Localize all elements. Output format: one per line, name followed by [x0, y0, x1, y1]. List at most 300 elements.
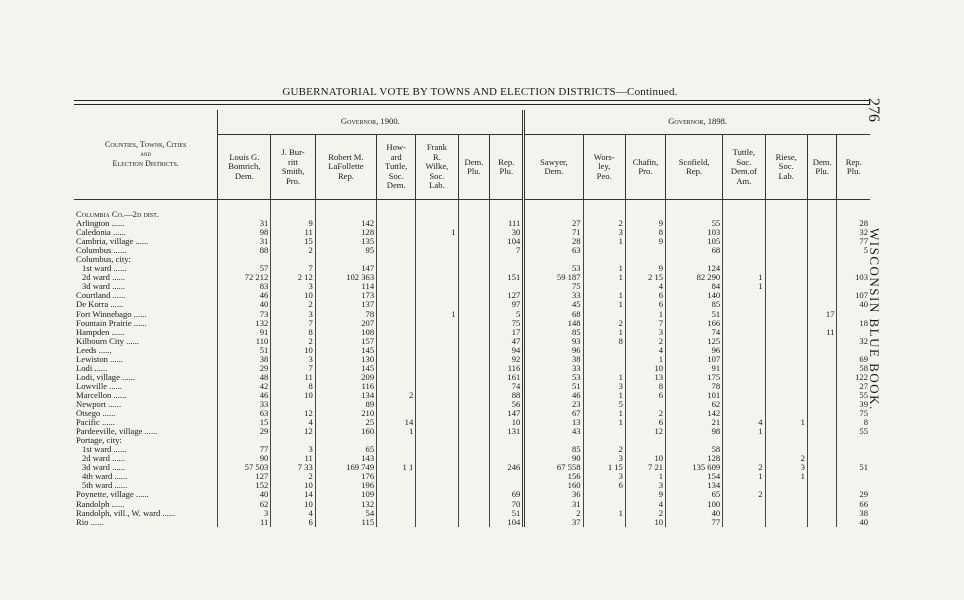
vote-cell: 114 — [315, 282, 376, 291]
vote-cell — [377, 328, 416, 337]
vote-cell: 2 — [625, 509, 665, 518]
vote-cell — [837, 328, 870, 337]
vote-cell: 1 — [583, 264, 625, 273]
candidate-header: How- ard Tuttle, Soc. Dem. — [377, 135, 416, 200]
district-name: Marcellon ...... — [74, 391, 218, 400]
vote-cell — [723, 291, 765, 300]
vote-cell — [807, 463, 837, 472]
vote-cell: 7 — [625, 319, 665, 328]
vote-cell: 10 — [271, 500, 315, 509]
vote-cell: 39 — [837, 400, 870, 409]
spacer-row — [74, 200, 870, 211]
table-row — [74, 337, 870, 346]
vote-cell: 160 — [315, 427, 376, 436]
vote-cell — [490, 210, 524, 219]
vote-cell — [416, 219, 458, 228]
vote-cell — [723, 319, 765, 328]
table-row — [74, 445, 870, 454]
vote-cell — [377, 319, 416, 328]
vote-cell — [458, 228, 490, 237]
vote-cell — [377, 382, 416, 391]
vote-cell: 65 — [315, 445, 376, 454]
vote-cell: 147 — [490, 409, 524, 418]
vote-cell — [458, 490, 490, 499]
vote-cell: 54 — [315, 509, 376, 518]
vote-cell — [416, 346, 458, 355]
vote-cell — [458, 454, 490, 463]
vote-cell — [723, 500, 765, 509]
vote-cell — [765, 400, 807, 409]
vote-cell: 1 — [723, 282, 765, 291]
vote-cell — [723, 518, 765, 527]
table-row — [74, 246, 870, 255]
vote-cell: 1 15 — [583, 463, 625, 472]
vote-cell: 4 — [271, 418, 315, 427]
vote-cell — [458, 472, 490, 481]
vote-cell — [583, 427, 625, 436]
vote-cell: 111 — [490, 219, 524, 228]
vote-cell: 10 — [271, 346, 315, 355]
vote-cell — [666, 210, 723, 219]
vote-cell: 77 — [218, 445, 271, 454]
vote-cell: 6 — [583, 481, 625, 490]
vote-cell: 134 — [666, 481, 723, 490]
vote-cell: 77 — [837, 237, 870, 246]
candidate-header: Dem. Plu. — [807, 135, 837, 200]
vote-cell: 33 — [218, 400, 271, 409]
table-row — [74, 355, 870, 364]
vote-cell — [315, 210, 376, 219]
vote-cell — [723, 328, 765, 337]
vote-cell — [458, 481, 490, 490]
top-double-rule — [74, 100, 870, 105]
vote-cell — [807, 346, 837, 355]
vote-cell: 130 — [315, 355, 376, 364]
vote-cell: 66 — [837, 500, 870, 509]
vote-cell — [837, 346, 870, 355]
vote-cell — [625, 436, 665, 445]
vote-cell: 1 — [583, 328, 625, 337]
vote-cell — [458, 264, 490, 273]
vote-cell — [377, 337, 416, 346]
vote-cell: 92 — [490, 355, 524, 364]
vote-cell — [765, 391, 807, 400]
vote-cell: 11 — [271, 373, 315, 382]
table-row — [74, 463, 870, 472]
vote-cell: 91 — [666, 364, 723, 373]
vote-cell: 53 — [524, 373, 583, 382]
vote-cell: 32 — [837, 337, 870, 346]
vote-cell — [458, 237, 490, 246]
vote-cell — [416, 472, 458, 481]
vote-cell: 77 — [666, 518, 723, 527]
vote-cell — [377, 373, 416, 382]
vote-cell: 151 — [490, 273, 524, 282]
vote-cell: 29 — [218, 364, 271, 373]
vote-cell — [416, 382, 458, 391]
vote-cell: 62 — [218, 500, 271, 509]
vote-cell — [458, 400, 490, 409]
candidate-header: Tuttle, Soc. Dem.of Am. — [723, 135, 765, 200]
table-row — [74, 319, 870, 328]
vote-cell: 2 — [765, 454, 807, 463]
vote-cell: 96 — [524, 346, 583, 355]
vote-cell — [807, 246, 837, 255]
vote-cell — [837, 454, 870, 463]
vote-cell — [765, 500, 807, 509]
vote-cell: 105 — [666, 237, 723, 246]
vote-cell — [490, 481, 524, 490]
vote-cell: 6 — [271, 518, 315, 527]
vote-cell: 3 — [583, 382, 625, 391]
district-name: Pacific ...... — [74, 418, 218, 427]
vote-cell — [765, 210, 807, 219]
vote-cell — [458, 328, 490, 337]
candidate-header: Louis G. Bomrich, Dem. — [218, 135, 271, 200]
vote-cell — [377, 355, 416, 364]
vote-cell — [583, 246, 625, 255]
vote-cell: 1 — [625, 310, 665, 319]
vote-cell: 38 — [524, 355, 583, 364]
vote-cell — [377, 273, 416, 282]
vote-cell: 31 — [218, 237, 271, 246]
vote-cell: 51 — [666, 310, 723, 319]
table-row — [74, 427, 870, 436]
table-row — [74, 237, 870, 246]
vote-cell — [807, 210, 837, 219]
vote-cell: 90 — [218, 454, 271, 463]
vote-cell: 33 — [524, 364, 583, 373]
vote-cell: 78 — [315, 310, 376, 319]
vote-cell: 102 363 — [315, 273, 376, 282]
vote-cell — [765, 373, 807, 382]
vote-cell: 209 — [315, 373, 376, 382]
vote-cell: 122 — [837, 373, 870, 382]
vote-cell: 124 — [666, 264, 723, 273]
district-name: Otsego ...... — [74, 409, 218, 418]
vote-cell: 3 — [271, 310, 315, 319]
vote-cell: 31 — [218, 219, 271, 228]
vote-cell: 1 — [583, 300, 625, 309]
vote-cell — [583, 210, 625, 219]
district-name: Lodi ...... — [74, 364, 218, 373]
vote-cell — [377, 264, 416, 273]
vote-cell — [765, 282, 807, 291]
vote-cell — [723, 310, 765, 319]
vote-cell: 157 — [315, 337, 376, 346]
page-number: 276 — [865, 98, 882, 122]
vote-cell: 28 — [524, 237, 583, 246]
vote-cell: 3 — [583, 228, 625, 237]
vote-cell — [458, 463, 490, 472]
vote-cell — [458, 382, 490, 391]
vote-cell: 4 — [625, 500, 665, 509]
vote-cell — [807, 337, 837, 346]
vote-cell: 2 — [723, 490, 765, 499]
vote-cell: 10 — [490, 418, 524, 427]
vote-cell: 63 — [524, 246, 583, 255]
vote-cell: 7 — [271, 264, 315, 273]
vote-cell — [315, 436, 376, 445]
vote-cell — [524, 210, 583, 219]
vote-cell: 1 — [416, 228, 458, 237]
vote-cell — [377, 500, 416, 509]
vote-cell — [377, 509, 416, 518]
district-name: Columbus ...... — [74, 246, 218, 255]
vote-cell: 103 — [666, 228, 723, 237]
vote-cell: 43 — [524, 427, 583, 436]
vote-cell — [416, 409, 458, 418]
vote-cell: 12 — [271, 427, 315, 436]
vote-cell — [765, 355, 807, 364]
vote-cell — [583, 282, 625, 291]
table-row — [74, 300, 870, 309]
vote-cell — [377, 282, 416, 291]
vote-cell: 147 — [315, 264, 376, 273]
vote-cell — [458, 355, 490, 364]
vote-cell: 143 — [315, 454, 376, 463]
vote-cell — [837, 264, 870, 273]
table-row — [74, 210, 870, 219]
vote-cell — [765, 436, 807, 445]
vote-cell — [416, 237, 458, 246]
vote-cell: 85 — [524, 445, 583, 454]
vote-cell: 37 — [524, 518, 583, 527]
vote-cell: 148 — [524, 319, 583, 328]
vote-cell — [416, 427, 458, 436]
district-name: 2d ward ...... — [74, 454, 218, 463]
vote-cell — [271, 255, 315, 264]
vote-cell: 12 — [271, 409, 315, 418]
vote-cell: 140 — [666, 291, 723, 300]
vote-cell: 5 — [490, 310, 524, 319]
vote-cell: 175 — [666, 373, 723, 382]
vote-cell — [416, 518, 458, 527]
vote-cell — [416, 463, 458, 472]
vote-cell: 9 — [625, 490, 665, 499]
vote-cell — [723, 246, 765, 255]
vote-cell: 3 — [765, 463, 807, 472]
vote-cell — [490, 472, 524, 481]
vote-cell: 2 — [723, 463, 765, 472]
vote-cell: 28 — [837, 219, 870, 228]
vote-cell: 246 — [490, 463, 524, 472]
candidate-header: Sawyer, Dem. — [524, 135, 583, 200]
vote-cell — [765, 364, 807, 373]
vote-cell: 55 — [666, 219, 723, 228]
vote-cell — [458, 337, 490, 346]
vote-cell — [765, 346, 807, 355]
vote-cell — [583, 310, 625, 319]
vote-cell: 85 — [666, 300, 723, 309]
table-row — [74, 481, 870, 490]
vote-cell — [377, 346, 416, 355]
vote-cell — [723, 237, 765, 246]
vote-cell: 4 — [723, 418, 765, 427]
vote-cell — [490, 454, 524, 463]
vote-cell: 9 — [625, 264, 665, 273]
table-row — [74, 518, 870, 527]
vote-cell — [807, 373, 837, 382]
candidate-header: Rep. Plu. — [837, 135, 870, 200]
vote-cell — [723, 391, 765, 400]
district-name: 1st ward ...... — [74, 445, 218, 454]
vote-cell — [458, 310, 490, 319]
vote-cell: 137 — [315, 300, 376, 309]
vote-cell — [807, 418, 837, 427]
vote-cell — [377, 364, 416, 373]
vote-cell: 196 — [315, 481, 376, 490]
table-row — [74, 490, 870, 499]
vote-cell: 12 — [625, 427, 665, 436]
vote-cell: 84 — [666, 282, 723, 291]
vote-cell — [377, 210, 416, 219]
vote-cell: 135 — [315, 237, 376, 246]
vote-cell: 11 — [271, 228, 315, 237]
vote-cell — [416, 328, 458, 337]
vote-cell: 156 — [524, 472, 583, 481]
district-name: 5th ward ...... — [74, 481, 218, 490]
district-name: Lodi, village ...... — [74, 373, 218, 382]
vote-cell: 110 — [218, 337, 271, 346]
vote-cell: 40 — [218, 490, 271, 499]
vote-cell: 93 — [524, 337, 583, 346]
vote-cell: 173 — [315, 291, 376, 300]
vote-cell — [524, 255, 583, 264]
vote-cell: 56 — [490, 400, 524, 409]
table-row — [74, 436, 870, 445]
table-row — [74, 509, 870, 518]
candidate-header: J. Bur- ritt Smith, Pro. — [271, 135, 315, 200]
vote-cell: 91 — [218, 328, 271, 337]
vote-cell: 38 — [837, 509, 870, 518]
vote-cell — [458, 319, 490, 328]
vote-cell: 1 — [723, 273, 765, 282]
vote-cell: 9 — [625, 237, 665, 246]
vote-cell — [416, 391, 458, 400]
vote-cell: 2 — [271, 300, 315, 309]
vote-cell: 7 — [271, 364, 315, 373]
vote-cell — [458, 418, 490, 427]
vote-cell: 6 — [625, 418, 665, 427]
vote-cell — [458, 246, 490, 255]
vote-cell: 10 — [271, 291, 315, 300]
district-name: Lowville ...... — [74, 382, 218, 391]
vote-cell — [458, 291, 490, 300]
vote-cell — [490, 282, 524, 291]
vote-cell — [765, 409, 807, 418]
vote-cell: 1 — [723, 427, 765, 436]
vote-cell — [765, 518, 807, 527]
vote-cell: 142 — [315, 219, 376, 228]
candidate-header: Riese, Soc. Lab. — [765, 135, 807, 200]
vote-cell: 9 — [271, 219, 315, 228]
vote-cell: 13 — [625, 373, 665, 382]
vote-cell — [490, 445, 524, 454]
district-name: 3d ward ...... — [74, 282, 218, 291]
vote-cell — [807, 264, 837, 273]
table-row — [74, 454, 870, 463]
vote-cell — [490, 436, 524, 445]
vote-cell — [807, 382, 837, 391]
vote-cell: 45 — [524, 300, 583, 309]
stub-header: Counties, Towns, Cities and Election Districts. — [74, 110, 218, 200]
vote-cell — [416, 490, 458, 499]
vote-cell: 14 — [377, 418, 416, 427]
vote-cell — [377, 518, 416, 527]
candidate-header: Scofield, Rep. — [666, 135, 723, 200]
vote-cell: 14 — [271, 490, 315, 499]
vote-cell: 11 — [807, 328, 837, 337]
vote-cell: 42 — [218, 382, 271, 391]
table-row — [74, 282, 870, 291]
page-title: GUBERNATORIAL VOTE BY TOWNS AND ELECTION DISTRICTS—Continued. — [282, 86, 678, 98]
vote-cell: 97 — [490, 300, 524, 309]
vote-cell — [218, 210, 271, 219]
vote-cell: 1 — [583, 409, 625, 418]
vote-cell: 53 — [524, 264, 583, 273]
vote-cell — [218, 436, 271, 445]
vote-cell — [807, 409, 837, 418]
vote-cell — [458, 255, 490, 264]
vote-cell: 89 — [315, 400, 376, 409]
table-row — [74, 500, 870, 509]
vote-cell — [625, 255, 665, 264]
vote-cell: 69 — [837, 355, 870, 364]
vote-cell: 2 — [625, 337, 665, 346]
vote-cell: 1 — [583, 391, 625, 400]
vote-cell — [583, 490, 625, 499]
district-name: Courtland ...... — [74, 291, 218, 300]
vote-cell — [723, 409, 765, 418]
vote-cell — [625, 210, 665, 219]
vote-cell: 176 — [315, 472, 376, 481]
vote-cell: 30 — [490, 228, 524, 237]
vote-cell: 2 — [377, 391, 416, 400]
district-name: De Korra ...... — [74, 300, 218, 309]
vote-cell: 46 — [218, 391, 271, 400]
vote-cell — [765, 427, 807, 436]
district-name: Fort Winnebago ...... — [74, 310, 218, 319]
table-row — [74, 418, 870, 427]
vote-cell: 3 — [271, 282, 315, 291]
vote-cell — [723, 481, 765, 490]
vote-cell — [723, 436, 765, 445]
vote-cell — [416, 319, 458, 328]
vote-cell: 96 — [666, 346, 723, 355]
vote-cell — [458, 518, 490, 527]
district-name: Hampden ...... — [74, 328, 218, 337]
vote-cell — [583, 500, 625, 509]
vote-cell: 58 — [666, 445, 723, 454]
vote-cell: 82 290 — [666, 273, 723, 282]
vote-cell: 18 — [837, 319, 870, 328]
vote-cell — [723, 210, 765, 219]
vote-cell — [765, 273, 807, 282]
vote-cell — [723, 264, 765, 273]
vote-cell: 11 — [218, 518, 271, 527]
vote-cell: 8 — [583, 337, 625, 346]
vote-cell — [377, 445, 416, 454]
vote-cell — [765, 228, 807, 237]
vote-cell — [837, 436, 870, 445]
vote-cell: 107 — [837, 291, 870, 300]
vote-cell — [458, 373, 490, 382]
vote-cell — [416, 481, 458, 490]
vote-cell: 127 — [490, 291, 524, 300]
vote-cell: 100 — [666, 500, 723, 509]
table-row — [74, 364, 870, 373]
